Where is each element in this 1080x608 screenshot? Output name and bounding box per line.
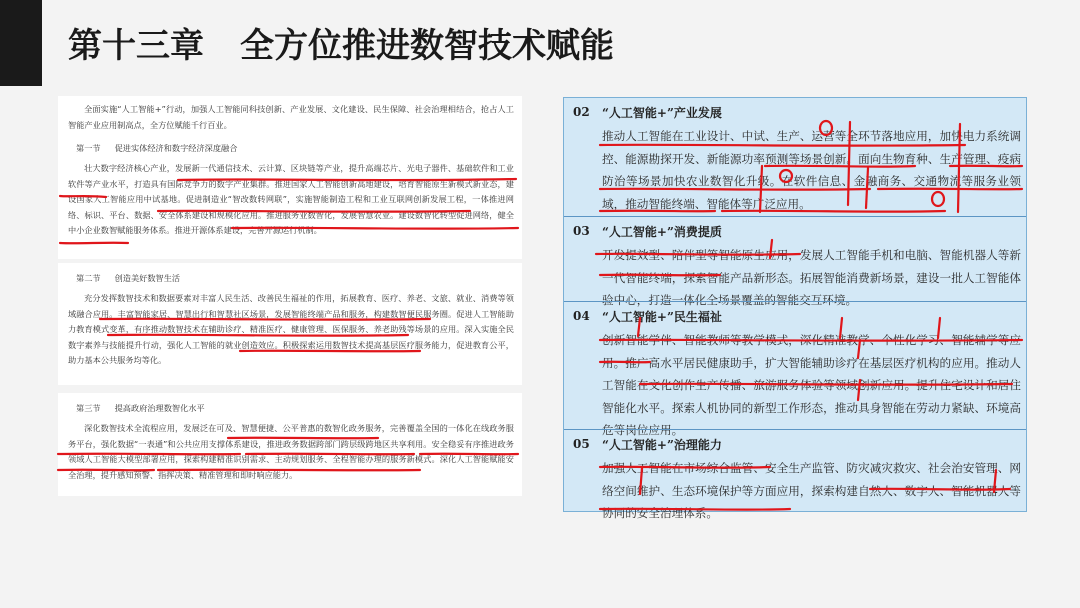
intro-paragraph: 全面实施“人工智能+”行动，加强人工智能同科技创新、产业发展、文化建设、民生保障、社会治理相结合，抢占人工智能产业应用制高点，全方位赋能千行百业。 [68, 104, 514, 130]
row-number: 04 [573, 309, 590, 323]
corner-accent-block [0, 0, 42, 86]
section1-body: 壮大数字经济核心产业，发展新一代通信技术、云计算、区块链等产业，提升高端芯片、光电子器件、基础软件和工业软件等产业水平，打造具有国际竞争力的数字产业集群。推进国家人工智能创新高地建设，培育智能原生新模式新业态，建设国家人工智能应用中试基地。促进制造业“智改数转网联”，实施智能制造工程和工业互联网创新发展工程，一体推进网络、标识、平台、数据、安全体系建设和规模化应用。推进服务业数智化，发展智慧农业。建设数智化转型促进网络，健全中小企业数智赋能服务体系。推进开源体系建设，完善开源运行机制。 [68, 163, 514, 235]
slide-title [68, 18, 614, 68]
row-heading: “人工智能+”消费提质 [602, 225, 722, 239]
chapter-title: 全方位推进数智技术赋能 [240, 26, 614, 66]
table-row [564, 216, 1026, 307]
section2-title: 创造美好数智生活 [114, 273, 181, 283]
row-heading: “人工智能+”治理能力 [602, 438, 722, 452]
row-body: 推动人工智能在工业设计、中试、生产、运营等全环节落地应用，加快电力系统调控、能源勘探开发、新能源功率预测等场景创新。面向生物育种、生产管理、疫病防治等场景加快农业数智化升级。在软件信息、金融商务、交通物流等服务业领域，推动智能终端、智能体等广泛应用。 [602, 129, 1021, 211]
table-row [564, 98, 1026, 216]
row-body: 加强人工智能在市场综合监管、安全生产监管、防灾减灾救灾、社会治安管理、网络空间维护、生态环境保护等方面应用，探索构建自然人、数字人、智能机器人等协同的安全治理体系。 [602, 461, 1021, 520]
section3-title: 提高政府治理数智化水平 [114, 403, 205, 413]
section3-body: 深化数智技术全流程应用，发展泛在可及、智慧便捷、公平普惠的数智化政务服务，完善覆盖全国的一体化在线政务服务平台，强化数据“一表通”和公共应用支撑体系建设，推进政务数据跨部门跨层级跨地区共享利用。安全稳妥有序推进政务领域人工智能大模型部署应用，探索构建精准识别需求、主动规划服务、全程智能办理的服务新模式。深化人工智能赋能安全治理，提升感知预警、指挥决策、精准管理和即时响应能力。 [68, 423, 514, 480]
row-heading: “人工智能+”产业发展 [602, 106, 722, 120]
document-excerpt-section1 [58, 96, 522, 259]
section1-title: 促进实体经济和数字经济深度融合 [114, 143, 238, 153]
row-body: 创新智能学伴、智能教师等教学模式，深化精准教学、个性化学习、智能辅学等应用。推广高水平居民健康助手，扩大智能辅助诊疗在基层医疗机构的应用。推动人工智能在文化创作生产传播、旅游服务体验等领域创新应用。提升住宅设计和居住智能化水平。探索人机协同的新型工作形态，推动具身智能在劳动力紧缺、环境高危等岗位应用。 [602, 333, 1021, 437]
row-number: 02 [573, 105, 590, 119]
section2-number: 第二节 [76, 273, 101, 283]
row-number: 05 [573, 437, 590, 451]
row-body: 开发提效型、陪伴型等智能原生应用，发展人工智能手机和电脑、智能机器人等新一代智能终端，探索智能产品新形态。拓展智能消费新场景，建设一批人工智能体验中心，打造一体化全场景覆盖的智能交互环境。 [602, 248, 1021, 307]
document-excerpt-section2 [58, 263, 522, 385]
table-row [564, 301, 1026, 437]
table-row [564, 429, 1026, 520]
section1-number: 第一节 [76, 143, 101, 153]
section3-heading [58, 393, 522, 415]
section3-number: 第三节 [76, 403, 101, 413]
chapter-number: 第十三章 [68, 26, 204, 66]
row-heading: “人工智能+”民生福祉 [602, 310, 722, 324]
section2-heading [58, 263, 522, 285]
section2-body: 充分发挥数智技术和数据要素对丰富人民生活、改善民生福祉的作用，拓展教育、医疗、养老、文旅、就业、消费等领域融合应用。丰富智能家居、智慧出行和智慧社区场景，发展智能终端产品和服务，构建数智便民服务圈。促进人工智能助力教育模式变革，有序推动数智技术在辅助诊疗、精准医疗、健康管理、医保服务、养老助残等场景的应用。深入实施全民数字素养与技能提升行动，强化人工智能的就业创造效应。积极探索运用数智技术提高基层医疗服务能力，促进教育公平，助力基本公共服务均等化。 [68, 293, 514, 365]
policy-table [563, 97, 1027, 520]
document-excerpt-section3 [58, 393, 522, 496]
section1-heading [58, 133, 522, 155]
row-number: 03 [573, 224, 590, 238]
